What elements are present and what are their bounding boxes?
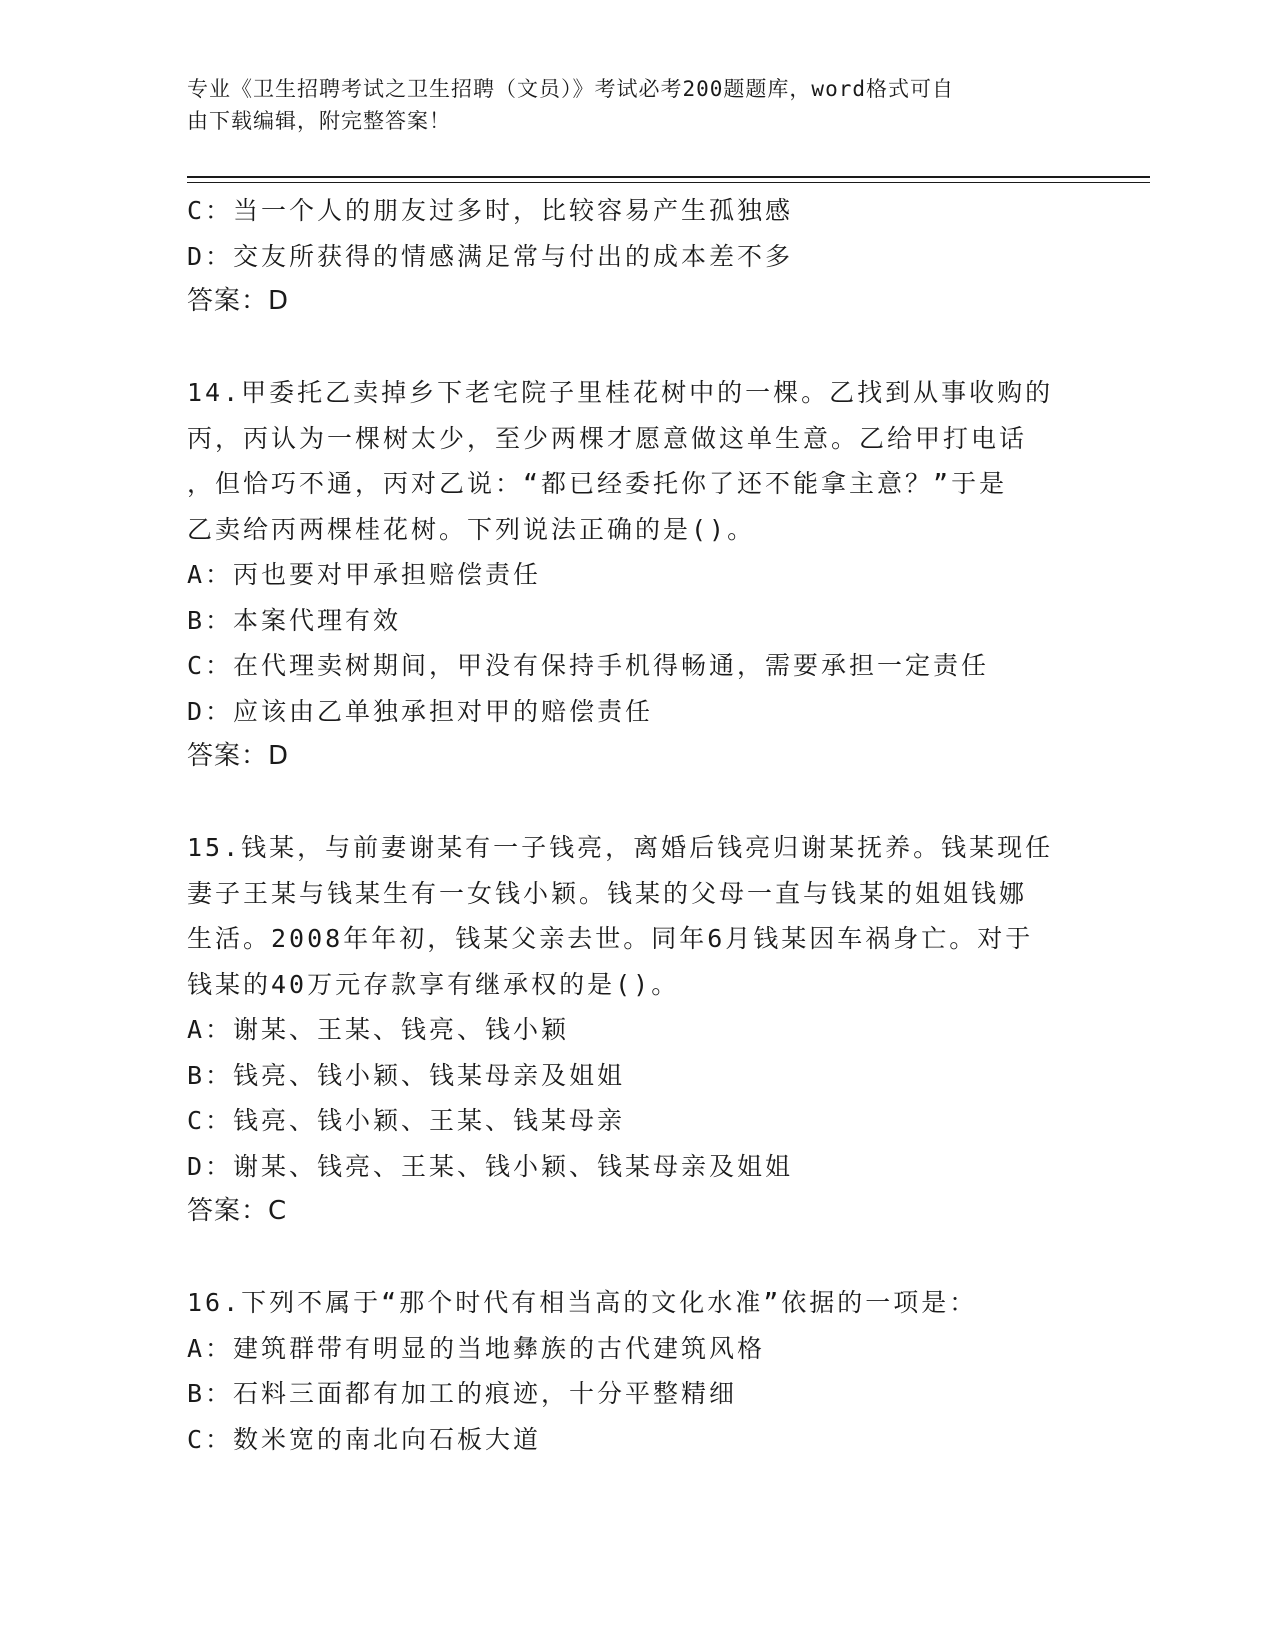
question-gap <box>187 325 1087 371</box>
header-line-2: 由下载编辑，附完整答案！ <box>187 109 451 133</box>
option-b: B：钱亮、钱小颖、钱某母亲及姐姐 <box>187 1060 626 1090</box>
question-stem-line: 钱某的40万元存款享有继承权的是()。 <box>187 969 680 999</box>
answer-line: 答案：C <box>187 1196 288 1226</box>
question-stem-line: 15.钱某，与前妻谢某有一子钱亮，离婚后钱亮归谢某抚养。钱某现任 <box>187 833 1054 862</box>
header-line-1: 专业《卫生招聘考试之卫生招聘（文员）》考试必考200题题库，word格式可自 <box>187 77 954 101</box>
question-stem-line: 乙卖给丙两棵桂花树。下列说法正确的是()。 <box>187 514 756 544</box>
option-c: C：在代理卖树期间，甲没有保持手机得畅通，需要承担一定责任 <box>187 651 990 680</box>
answer-line: 答案：D <box>187 741 290 771</box>
question-stem-line: 16.下列不属于“那个时代有相当高的文化水准”依据的一项是： <box>187 1288 978 1317</box>
question-stem-line: 14.甲委托乙卖掉乡下老宅院子里桂花树中的一棵。乙找到从事收购的 <box>187 378 1054 407</box>
answer-line: 答案：D <box>187 286 290 316</box>
option-b: B：本案代理有效 <box>187 605 402 635</box>
question-list <box>187 188 1087 1462</box>
option-a: A：丙也要对甲承担赔偿责任 <box>187 560 542 589</box>
option-c: C：当一个人的朋友过多时，比较容易产生孤独感 <box>187 196 794 225</box>
option-d: D：谢某、钱亮、王某、钱小颖、钱某母亲及姐姐 <box>187 1151 794 1181</box>
question-gap <box>187 780 1087 826</box>
question-stem-line: 丙，丙认为一棵树太少，至少两棵才愿意做这单生意。乙给甲打电话 <box>187 423 1028 453</box>
option-a: A：建筑群带有明显的当地彝族的古代建筑风格 <box>187 1333 766 1363</box>
question-13-tail <box>187 188 1087 325</box>
document-header <box>187 73 1067 137</box>
option-b: B：石料三面都有加工的痕迹，十分平整精细 <box>187 1379 738 1408</box>
question-gap <box>187 1235 1087 1281</box>
question-stem-line: 生活。2008年年初，钱某父亲去世。同年6月钱某因车祸身亡。对于 <box>187 924 1034 953</box>
option-d: D：应该由乙单独承担对甲的赔偿责任 <box>187 696 654 726</box>
question-15 <box>187 825 1087 1235</box>
option-c: C：数米宽的南北向石板大道 <box>187 1424 542 1454</box>
question-16 <box>187 1280 1087 1462</box>
question-stem-line: 妻子王某与钱某生有一女钱小颖。钱某的父母一直与钱某的姐姐钱娜 <box>187 878 1028 908</box>
question-14 <box>187 370 1087 780</box>
header-divider-thick <box>187 176 1150 178</box>
option-c: C：钱亮、钱小颖、王某、钱某母亲 <box>187 1106 626 1135</box>
header-divider-thin <box>187 182 1150 183</box>
option-d: D：交友所获得的情感满足常与付出的成本差不多 <box>187 241 794 271</box>
question-stem-line: ，但恰巧不通，丙对乙说：“都已经委托你了还不能拿主意？”于是 <box>187 469 1008 498</box>
option-a: A：谢某、王某、钱亮、钱小颖 <box>187 1015 570 1044</box>
